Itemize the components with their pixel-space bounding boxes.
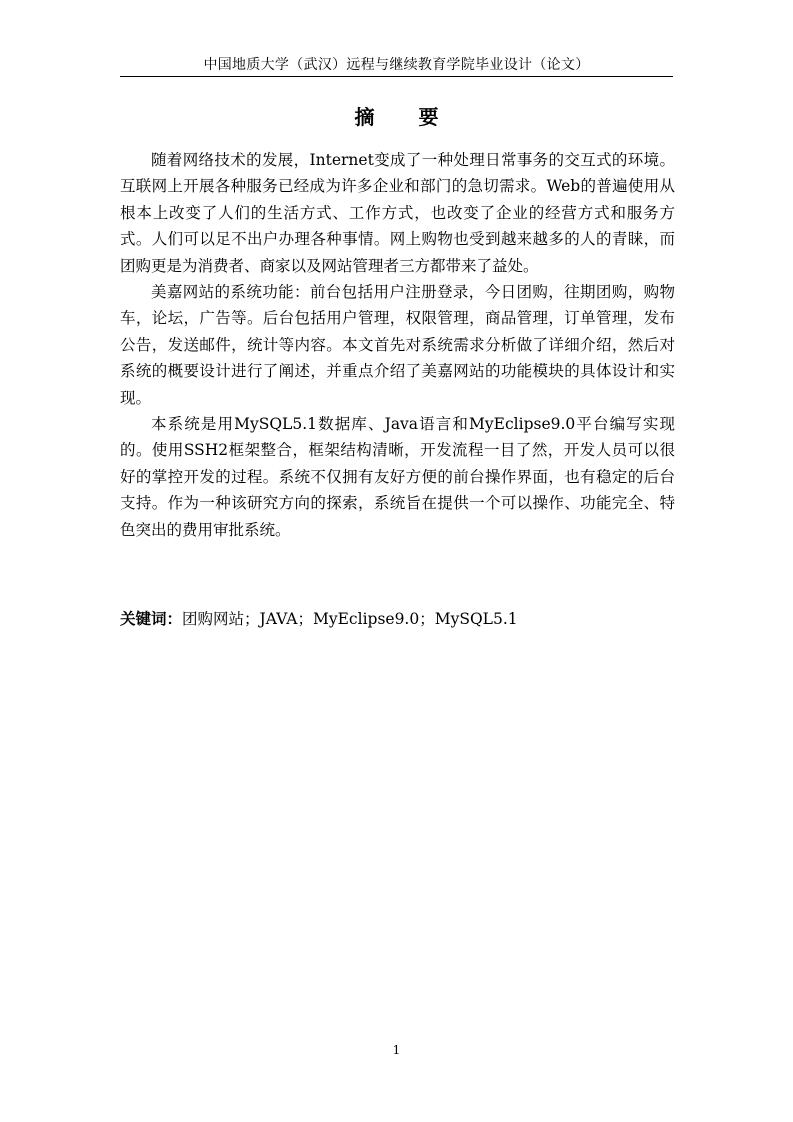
header-divider [120,76,673,77]
keywords-line [120,606,680,632]
abstract-paragraph-1: 随着网络技术的发展，Internet变成了一种处理日常事务的交互式的环境。互联网上开展各种服务已经成为许多企业和部门的急切需求。Web的普遍使用从根本上改变了人们的生活方式、工作方式，也改变了企业的经营方式和服务方式。人们可以足不出户办理各种事情。网上购物也受到越来越多的人的青睐，而团购更是为消费者、商家以及网站管理者三方都带来了益处。 [120,151,675,275]
page-title [120,104,673,130]
abstract-paragraph-3: 本系统是用MySQL5.1数据库、Java语言和MyEclipse9.0平台编写实现的。使用SSH2框架整合，框架结构清晰，开发流程一目了然，开发人员可以很好的掌控开发的过程。系统不仅拥有友好方便的前台操作界面，也有稳定的后台支持。作为一种该研究方向的探索，系统旨在提供一个可以操作、功能完全、特色突出的费用审批系统。 [120,415,675,539]
title-char-2: 要 [418,105,439,129]
page-number: 1 [392,1043,401,1057]
abstract-body [120,147,675,543]
abstract-paragraph-2: 美嘉网站的系统功能：前台包括用户注册登录，今日团购，往期团购，购物车，论坛，广告等。后台包括用户管理，权限管理，商品管理，订单管理，发布公告，发送邮件，统计等内容。本文首先对系统需求分析做了详细介绍，然后对系统的概要设计进行了阐述，并重点介绍了美嘉网站的功能模块的具体设计和实现。 [120,283,675,407]
keywords-value: 团购网站；JAVA；MyEclipse9.0；MySQL5.1 [182,610,518,628]
keywords-label: 关键词： [120,610,183,628]
page-header: 中国地质大学（武汉）远程与继续教育学院毕业设计（论文） [203,57,590,73]
title-char-1: 摘 [354,105,375,129]
